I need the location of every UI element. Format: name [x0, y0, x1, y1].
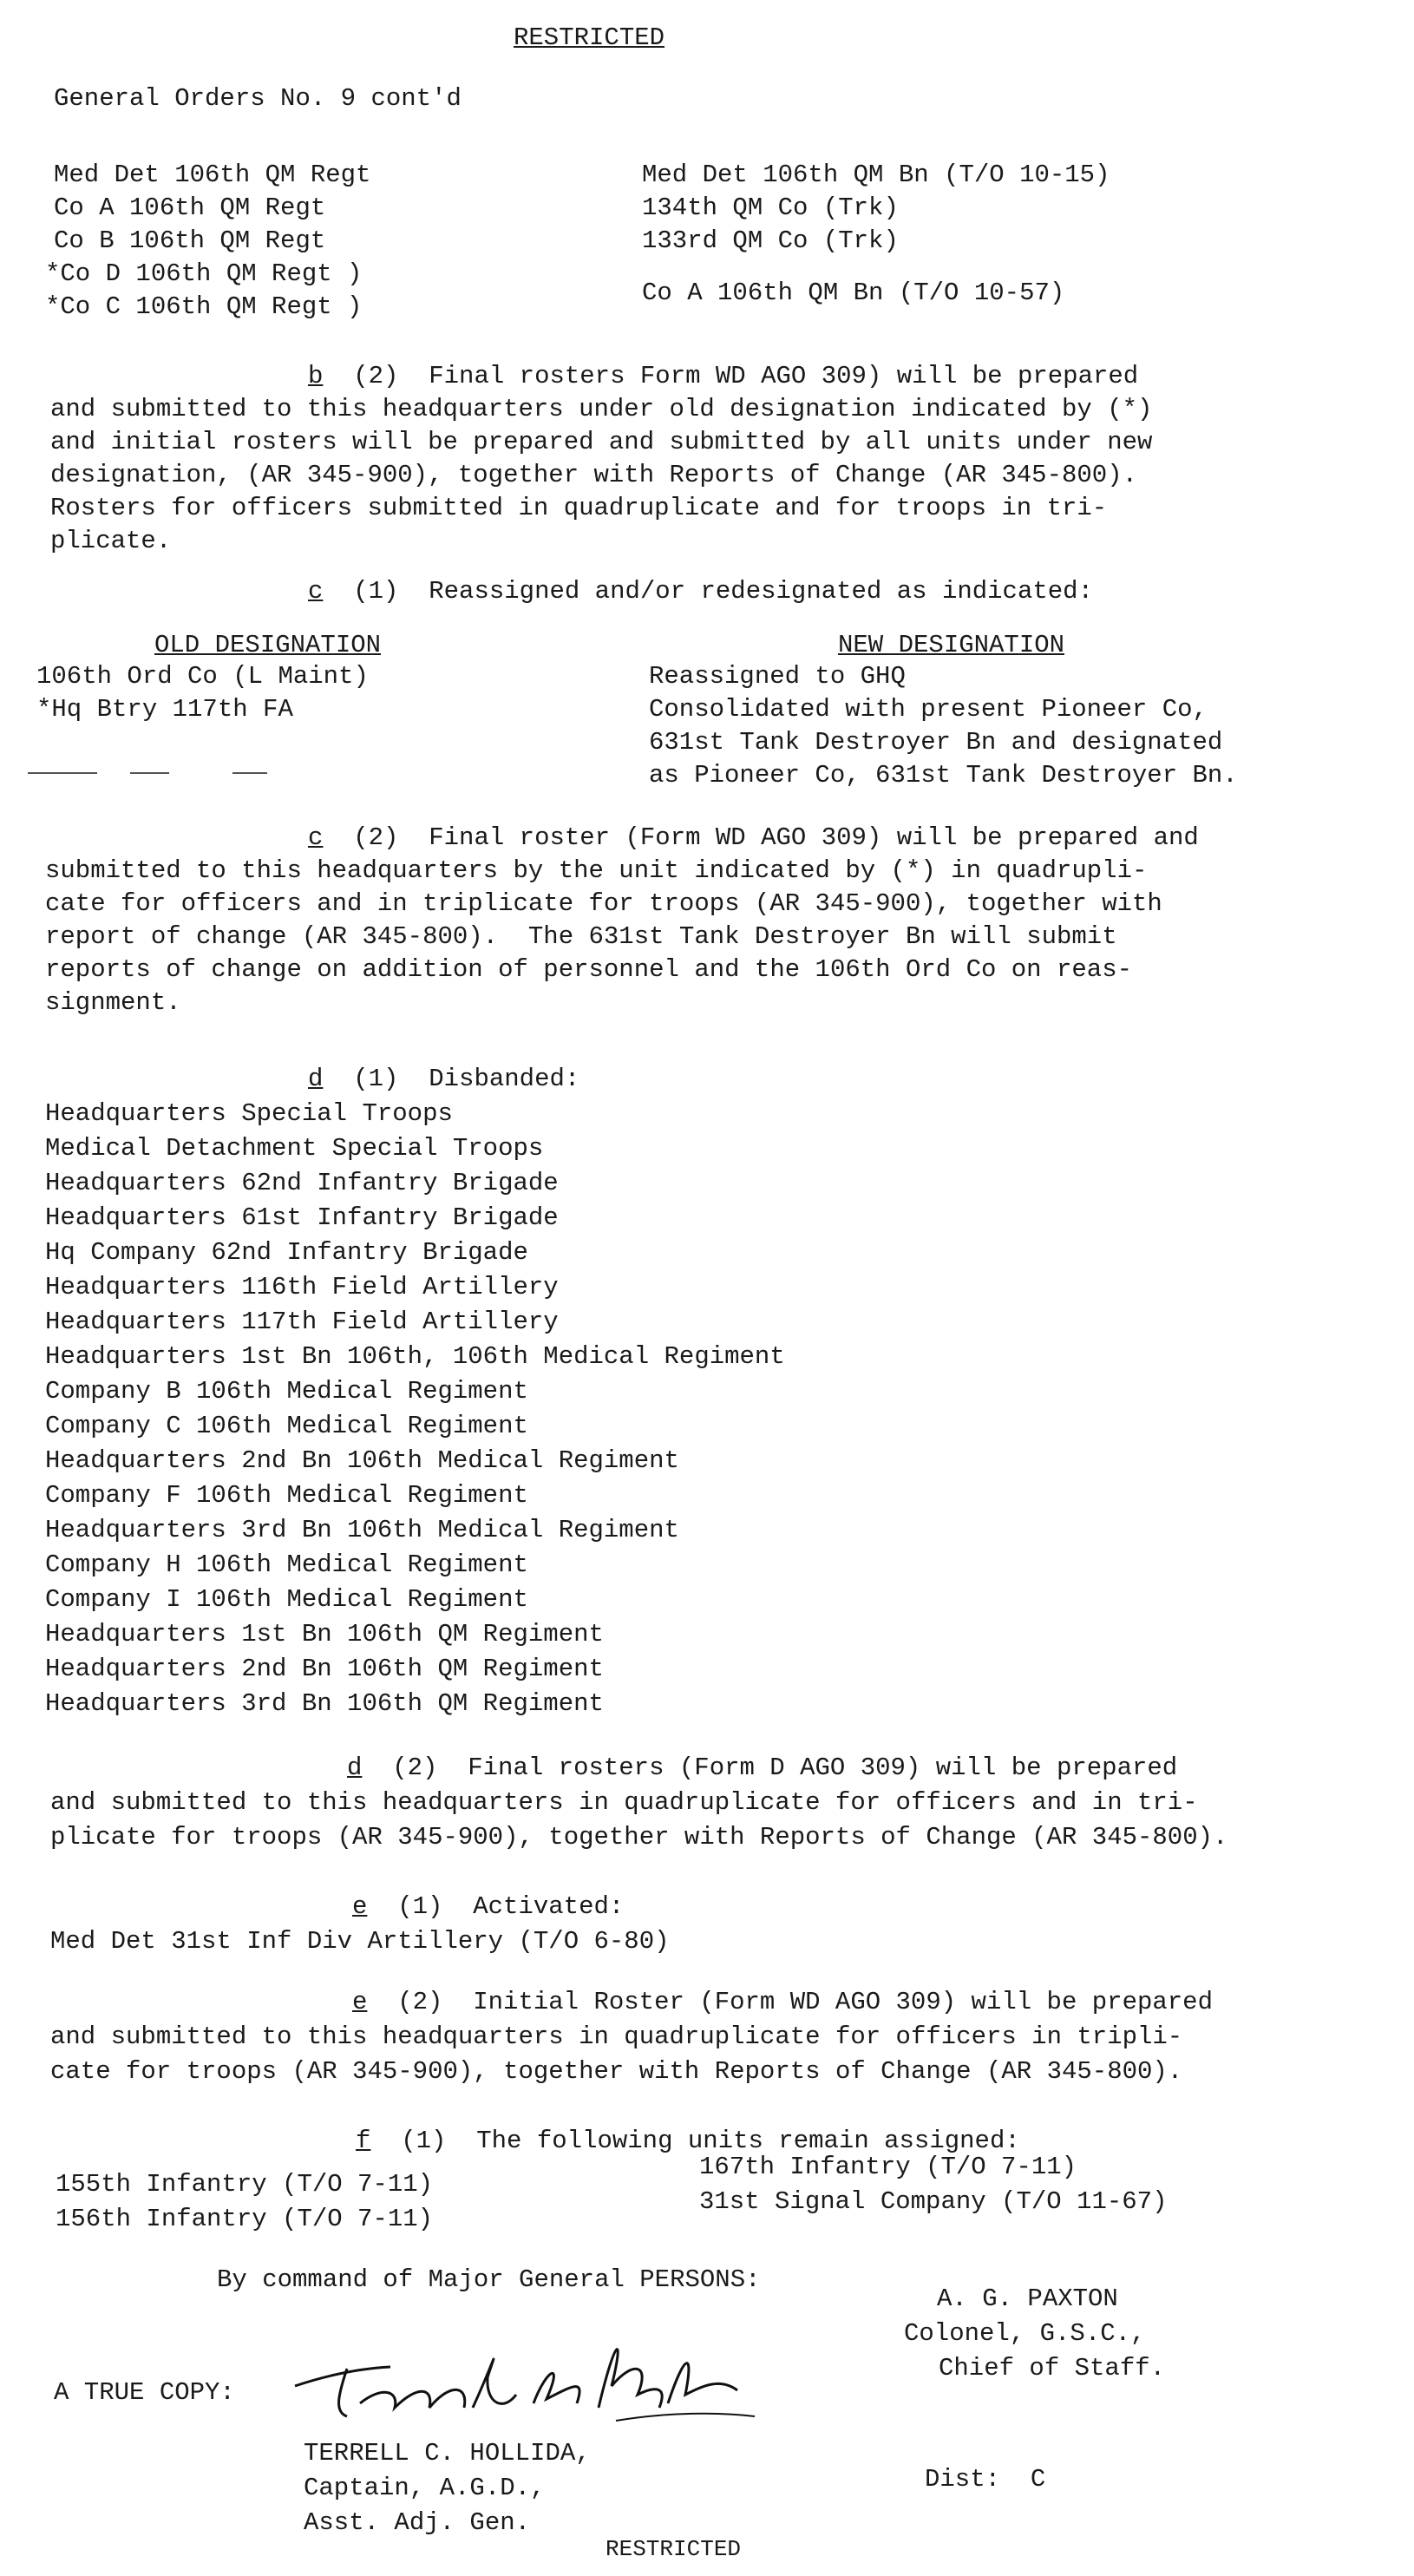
transfer-old-1: Med Det 106th QM Regt	[54, 161, 371, 189]
paragraph-f1-text: The following units remain assigned:	[476, 2127, 1020, 2155]
chief-of-staff-name: A. G. PAXTON	[937, 2284, 1118, 2313]
list-item: Headquarters 3rd Bn 106th QM Regiment	[45, 1689, 604, 1718]
transfer-old-2: Co A 106th QM Regt	[54, 193, 326, 222]
handwritten-signature	[286, 2325, 772, 2429]
label-number: (1)	[397, 1892, 443, 1921]
old-designation-heading: OLD DESIGNATION	[154, 631, 382, 659]
transfer-new-2: 134th QM Co (Trk)	[642, 193, 899, 222]
old-designation-1: 106th Ord Co (L Maint)	[36, 662, 369, 691]
list-item: Company F 106th Medical Regiment	[45, 1481, 528, 1510]
label-number: (2)	[397, 1988, 443, 2016]
paragraph-e1-text: Activated:	[473, 1892, 625, 1921]
paragraph-c2-line-3: cate for officers and in triplicate for troops (AR 345-900), together with	[45, 889, 1162, 918]
transfer-new-1: Med Det 106th QM Bn (T/O 10-15)	[642, 161, 1110, 189]
label-number: (2)	[392, 1753, 438, 1782]
paragraph-b2-line-5: Rosters for officers submitted in quadruplicate and for troops in tri-	[50, 494, 1108, 522]
paragraph-c2-label	[308, 824, 1199, 852]
remain-assigned-left-2: 156th Infantry (T/O 7-11)	[56, 2205, 434, 2233]
paragraph-c2-line-5: reports of change on addition of personnel and the 106th Ord Co on reas-	[45, 955, 1133, 984]
label-number: (1)	[401, 2127, 447, 2155]
list-item: Company B 106th Medical Regiment	[45, 1377, 528, 1406]
new-designation-1: Reassigned to GHQ	[649, 662, 906, 691]
new-designation-2: Consolidated with present Pioneer Co,	[649, 695, 1208, 724]
new-designation-4: as Pioneer Co, 631st Tank Destroyer Bn.	[649, 761, 1238, 790]
signer-rank: Captain, A.G.D.,	[304, 2474, 546, 2502]
new-designation-3: 631st Tank Destroyer Bn and designated	[649, 728, 1223, 757]
paragraph-b2-line-3: and initial rosters will be prepared and submitted by all units under new	[50, 428, 1153, 456]
classification-top: RESTRICTED	[514, 23, 665, 52]
list-item: Headquarters 62nd Infantry Brigade	[45, 1169, 559, 1197]
distribution: Dist: C	[925, 2465, 1046, 2494]
paragraph-e2-label	[352, 1989, 1213, 2016]
list-item: Company C 106th Medical Regiment	[45, 1412, 528, 1440]
activated-item: Med Det 31st Inf Div Artillery (T/O 6-80)	[50, 1927, 670, 1956]
list-item: Headquarters 1st Bn 106th, 106th Medical Regiment	[45, 1342, 785, 1371]
paragraph-e2-line-1: Initial Roster (Form WD AGO 309) will be prepared	[473, 1988, 1213, 2016]
label-number: (1)	[353, 577, 399, 606]
label-number: (2)	[353, 362, 399, 390]
paragraph-b2-line-6: plicate.	[50, 527, 172, 555]
classification-bottom: RESTRICTED	[606, 2536, 742, 2562]
label-letter: d	[308, 1065, 324, 1093]
list-item: Headquarters Special Troops	[45, 1099, 453, 1128]
list-item: Company I 106th Medical Regiment	[45, 1585, 528, 1614]
remain-assigned-right-1: 167th Infantry (T/O 7-11)	[699, 2153, 1077, 2181]
separator-dash-1	[28, 772, 97, 774]
paragraph-b2-line-1: Final rosters Form WD AGO 309) will be prepared	[429, 362, 1139, 390]
label-letter: d	[347, 1753, 363, 1782]
transfer-old-3: Co B 106th QM Regt	[54, 226, 326, 255]
paragraph-d1-text: Disbanded:	[429, 1065, 580, 1093]
paragraph-d2-line-1: Final rosters (Form D AGO 309) will be prepared	[468, 1753, 1178, 1782]
list-item: Medical Detachment Special Troops	[45, 1134, 544, 1163]
separator-dash-2	[130, 772, 169, 774]
new-designation-heading: NEW DESIGNATION	[838, 631, 1065, 659]
separator-dash-3	[232, 772, 267, 774]
paragraph-e1-label	[352, 1893, 624, 1921]
label-letter: f	[356, 2127, 371, 2155]
paragraph-c2-line-2: submitted to this headquarters by the unit indicated by (*) in quadrupli-	[45, 856, 1148, 885]
paragraph-d1-label	[308, 1065, 579, 1093]
paragraph-b2-label	[308, 363, 1138, 390]
remain-assigned-left-1: 155th Infantry (T/O 7-11)	[56, 2170, 434, 2199]
chief-of-staff-title: Chief of Staff.	[939, 2354, 1166, 2383]
list-item: Headquarters 2nd Bn 106th Medical Regiment	[45, 1446, 679, 1475]
paragraph-c1-text: Reassigned and/or redesignated as indicated:	[429, 577, 1093, 606]
label-number: (1)	[353, 1065, 399, 1093]
paragraph-c2-line-4: report of change (AR 345-800). The 631st Tank Destroyer Bn will submit	[45, 922, 1117, 951]
paragraph-c1-label	[308, 578, 1093, 606]
paragraph-d2-label	[347, 1754, 1177, 1782]
transfer-old-4: *Co D 106th QM Regt )	[45, 259, 363, 288]
list-item: Headquarters 2nd Bn 106th QM Regiment	[45, 1655, 604, 1683]
label-letter: e	[352, 1892, 368, 1921]
paragraph-d2-line-2: and submitted to this headquarters in quadruplicate for officers and in tri-	[50, 1788, 1198, 1817]
list-item: Headquarters 61st Infantry Brigade	[45, 1203, 559, 1232]
list-item: Headquarters 117th Field Artillery	[45, 1308, 559, 1336]
order-reference: General Orders No. 9 cont'd	[54, 84, 462, 113]
list-item: Company H 106th Medical Regiment	[45, 1550, 528, 1579]
list-item: Headquarters 116th Field Artillery	[45, 1273, 559, 1301]
chief-of-staff-rank: Colonel, G.S.C.,	[904, 2319, 1146, 2348]
list-item: Headquarters 1st Bn 106th QM Regiment	[45, 1620, 604, 1649]
paragraph-b2-line-4: designation, (AR 345-900), together with Reports of Change (AR 345-800).	[50, 461, 1138, 489]
transfer-old-5: *Co C 106th QM Regt )	[45, 292, 363, 321]
by-command-line: By command of Major General PERSONS:	[217, 2265, 761, 2294]
signer-title: Asst. Adj. Gen.	[304, 2508, 531, 2537]
paragraph-e2-line-3: cate for troops (AR 345-900), together with Reports of Change (AR 345-800).	[50, 2057, 1183, 2086]
label-letter: c	[308, 577, 324, 606]
transfer-new-5: Co A 106th QM Bn (T/O 10-57)	[642, 279, 1065, 307]
true-copy-label: A TRUE COPY:	[54, 2378, 235, 2407]
list-item: Hq Company 62nd Infantry Brigade	[45, 1238, 528, 1267]
label-letter: b	[308, 362, 324, 390]
paragraph-c2-line-6: signment.	[45, 988, 181, 1017]
old-designation-2: *Hq Btry 117th FA	[36, 695, 293, 724]
label-letter: e	[352, 1988, 368, 2016]
paragraph-f1-label	[356, 2127, 1020, 2155]
remain-assigned-right-2: 31st Signal Company (T/O 11-67)	[699, 2187, 1168, 2216]
label-number: (2)	[353, 823, 399, 852]
paragraph-b2-line-2: and submitted to this headquarters under old designation indicated by (*)	[50, 395, 1153, 423]
list-item: Headquarters 3rd Bn 106th Medical Regiment	[45, 1516, 679, 1544]
transfer-new-3: 133rd QM Co (Trk)	[642, 226, 899, 255]
paragraph-e2-line-2: and submitted to this headquarters in quadruplicate for officers in tripli-	[50, 2022, 1183, 2051]
paragraph-c2-line-1: Final roster (Form WD AGO 309) will be prepared and	[429, 823, 1199, 852]
label-letter: c	[308, 823, 324, 852]
paragraph-d2-line-3: plicate for troops (AR 345-900), together with Reports of Change (AR 345-800).	[50, 1823, 1228, 1852]
signer-name: TERRELL C. HOLLIDA,	[304, 2439, 591, 2468]
